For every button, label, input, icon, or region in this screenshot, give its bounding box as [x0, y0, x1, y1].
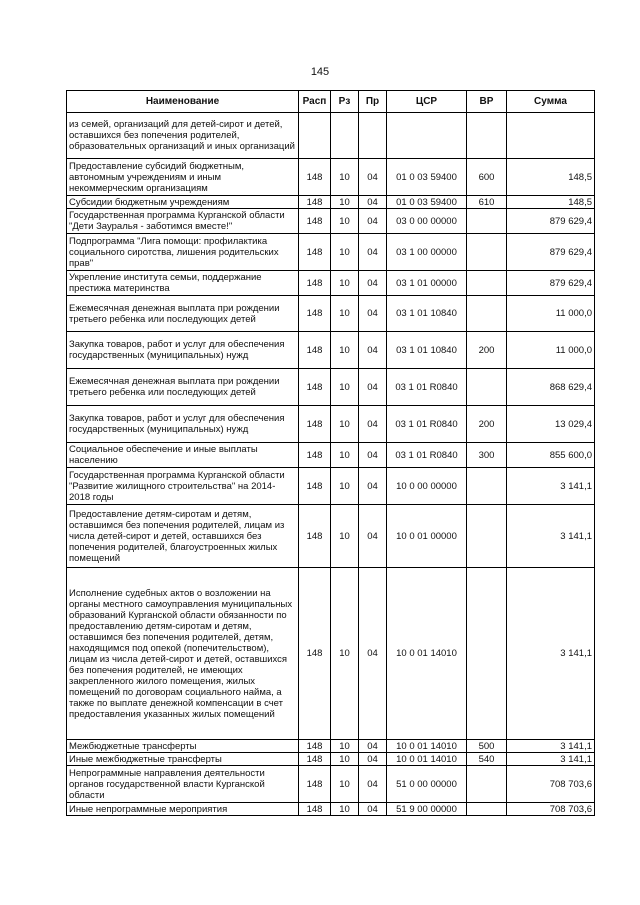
row-rasp: 148	[299, 468, 331, 505]
row-pr: 04	[359, 209, 387, 234]
row-rasp: 148	[299, 803, 331, 816]
row-rasp: 148	[299, 766, 331, 803]
row-sum: 3 141,1	[507, 740, 595, 753]
row-rasp: 148	[299, 234, 331, 271]
row-rz: 10	[331, 505, 359, 568]
row-vr	[467, 113, 507, 159]
table-row	[67, 332, 595, 369]
row-rasp: 148	[299, 159, 331, 196]
header-rasp: Расп	[299, 91, 331, 113]
table-row	[67, 740, 595, 753]
row-name: Закупка товаров, работ и услуг для обеспечения государственных (муниципальных) нужд	[67, 406, 299, 443]
row-pr: 04	[359, 234, 387, 271]
row-vr	[467, 468, 507, 505]
row-csr	[387, 113, 467, 159]
row-vr: 500	[467, 740, 507, 753]
row-rasp: 148	[299, 505, 331, 568]
table-header-row	[67, 91, 595, 113]
row-pr: 04	[359, 196, 387, 209]
row-name: Государственная программа Курганской области "Развитие жилищного строительства" на 2014-2018 годы	[67, 468, 299, 505]
row-pr	[359, 113, 387, 159]
row-vr: 610	[467, 196, 507, 209]
row-vr	[467, 505, 507, 568]
row-name: Иные непрограммные мероприятия	[67, 803, 299, 816]
row-vr	[467, 234, 507, 271]
row-rz: 10	[331, 271, 359, 296]
row-name: Подпрограмма "Лига помощи: профилактика социального сиротства, лишения родительских прав"	[67, 234, 299, 271]
header-rz: Рз	[331, 91, 359, 113]
row-pr: 04	[359, 159, 387, 196]
row-pr: 04	[359, 505, 387, 568]
row-sum: 148,5	[507, 159, 595, 196]
table-row	[67, 468, 595, 505]
row-pr: 04	[359, 369, 387, 406]
row-name: Закупка товаров, работ и услуг для обеспечения государственных (муниципальных) нужд	[67, 332, 299, 369]
row-rz: 10	[331, 568, 359, 740]
row-name: Социальное обеспечение и иные выплаты населению	[67, 443, 299, 468]
row-pr: 04	[359, 753, 387, 766]
row-sum: 13 029,4	[507, 406, 595, 443]
row-csr: 01 0 03 59400	[387, 159, 467, 196]
row-name: Предоставление субсидий бюджетным, автономным учреждениям и иным некоммерческим организациям	[67, 159, 299, 196]
row-csr: 03 1 00 00000	[387, 234, 467, 271]
row-csr: 03 1 01 00000	[387, 271, 467, 296]
row-csr: 10 0 00 00000	[387, 468, 467, 505]
table-row	[67, 196, 595, 209]
row-vr	[467, 766, 507, 803]
row-rasp: 148	[299, 740, 331, 753]
row-sum: 879 629,4	[507, 209, 595, 234]
page-number: 145	[310, 66, 330, 78]
table-row	[67, 443, 595, 468]
table-row	[67, 803, 595, 816]
row-sum: 708 703,6	[507, 766, 595, 803]
row-csr: 10 0 01 00000	[387, 505, 467, 568]
row-name: из семей, организаций для детей-сирот и детей, оставшихся без попечения родителей, образовательных организаций и иных организаций	[67, 113, 299, 159]
row-rz: 10	[331, 468, 359, 505]
row-rasp: 148	[299, 753, 331, 766]
row-sum: 855 600,0	[507, 443, 595, 468]
row-name: Государственная программа Курганской области "Дети Зауралья - заботимся вместе!"	[67, 209, 299, 234]
budget-table	[66, 90, 595, 816]
row-csr: 03 1 01 10840	[387, 296, 467, 332]
table-row	[67, 568, 595, 740]
row-name: Ежемесячная денежная выплата при рождении третьего ребенка или последующих детей	[67, 296, 299, 332]
row-sum: 11 000,0	[507, 332, 595, 369]
row-rasp: 148	[299, 296, 331, 332]
row-vr	[467, 296, 507, 332]
row-csr: 10 0 01 14010	[387, 568, 467, 740]
row-sum: 879 629,4	[507, 234, 595, 271]
row-csr: 51 9 00 00000	[387, 803, 467, 816]
row-pr: 04	[359, 468, 387, 505]
row-name: Непрограммные направления деятельности органов государственной власти Курганской области	[67, 766, 299, 803]
row-vr: 200	[467, 332, 507, 369]
table-row	[67, 209, 595, 234]
row-rasp: 148	[299, 369, 331, 406]
row-csr: 03 1 01 R0840	[387, 443, 467, 468]
row-rz: 10	[331, 209, 359, 234]
row-rz: 10	[331, 406, 359, 443]
header-name: Наименование	[67, 91, 299, 113]
row-rz: 10	[331, 766, 359, 803]
row-name: Иные межбюджетные трансферты	[67, 753, 299, 766]
row-sum: 3 141,1	[507, 505, 595, 568]
table-row	[67, 234, 595, 271]
row-rz: 10	[331, 159, 359, 196]
row-rz: 10	[331, 369, 359, 406]
row-sum: 148,5	[507, 196, 595, 209]
table-row	[67, 113, 595, 159]
row-sum: 3 141,1	[507, 753, 595, 766]
row-rasp: 148	[299, 209, 331, 234]
row-pr: 04	[359, 296, 387, 332]
row-rz: 10	[331, 443, 359, 468]
row-vr: 540	[467, 753, 507, 766]
row-pr: 04	[359, 740, 387, 753]
row-pr: 04	[359, 406, 387, 443]
row-csr: 03 1 01 R0840	[387, 406, 467, 443]
row-rasp: 148	[299, 568, 331, 740]
row-pr: 04	[359, 332, 387, 369]
row-vr	[467, 271, 507, 296]
row-rz: 10	[331, 296, 359, 332]
row-vr: 200	[467, 406, 507, 443]
row-rz	[331, 113, 359, 159]
table-row	[67, 505, 595, 568]
row-csr: 10 0 01 14010	[387, 753, 467, 766]
row-rasp: 148	[299, 443, 331, 468]
row-pr: 04	[359, 568, 387, 740]
row-vr: 600	[467, 159, 507, 196]
row-rasp: 148	[299, 406, 331, 443]
row-vr: 300	[467, 443, 507, 468]
table-row	[67, 766, 595, 803]
row-pr: 04	[359, 271, 387, 296]
row-name: Предоставление детям-сиротам и детям, оставшимся без попечения родителей, лицам из числа детей-сирот и детей, оставшихся без попечения родителей, благоустроенных жилых помещений	[67, 505, 299, 568]
table-row	[67, 369, 595, 406]
row-csr: 51 0 00 00000	[387, 766, 467, 803]
row-vr	[467, 568, 507, 740]
row-sum: 3 141,1	[507, 468, 595, 505]
row-sum: 708 703,6	[507, 803, 595, 816]
row-sum	[507, 113, 595, 159]
row-rz: 10	[331, 234, 359, 271]
row-rz: 10	[331, 753, 359, 766]
table-row	[67, 296, 595, 332]
row-name: Укрепление института семьи, поддержание престижа материнства	[67, 271, 299, 296]
row-rasp: 148	[299, 271, 331, 296]
row-csr: 03 0 00 00000	[387, 209, 467, 234]
row-rasp: 148	[299, 332, 331, 369]
table-row	[67, 271, 595, 296]
row-pr: 04	[359, 803, 387, 816]
row-name: Субсидии бюджетным учреждениям	[67, 196, 299, 209]
row-pr: 04	[359, 443, 387, 468]
row-rz: 10	[331, 196, 359, 209]
row-rz: 10	[331, 740, 359, 753]
header-pr: Пр	[359, 91, 387, 113]
row-csr: 03 1 01 10840	[387, 332, 467, 369]
header-csr: ЦСР	[387, 91, 467, 113]
header-vr: ВР	[467, 91, 507, 113]
row-vr	[467, 369, 507, 406]
row-vr	[467, 803, 507, 816]
row-rasp	[299, 113, 331, 159]
table-row	[67, 159, 595, 196]
row-vr	[467, 209, 507, 234]
row-name: Исполнение судебных актов о возложении на органы местного самоуправления муниципальных образований Курганской области обязанности по предоставлению детям-сиротам и детям, оставшимся без попечения родителей, детям, находящимся под опекой (попечительством), лицам из числа детей-сирот и детей, оставшихся без попечения родителей, не имеющих закрепленного жилого помещения, жилых помещений по договорам социального найма, а также по выплате денежной компенсации в счет предоставления указанных жилых помещений	[67, 568, 299, 740]
row-rz: 10	[331, 332, 359, 369]
table-row	[67, 406, 595, 443]
row-csr: 01 0 03 59400	[387, 196, 467, 209]
row-sum: 11 000,0	[507, 296, 595, 332]
header-sum: Сумма	[507, 91, 595, 113]
row-csr: 03 1 01 R0840	[387, 369, 467, 406]
row-csr: 10 0 01 14010	[387, 740, 467, 753]
row-name: Межбюджетные трансферты	[67, 740, 299, 753]
table-row	[67, 753, 595, 766]
row-pr: 04	[359, 766, 387, 803]
row-sum: 868 629,4	[507, 369, 595, 406]
row-sum: 3 141,1	[507, 568, 595, 740]
row-rz: 10	[331, 803, 359, 816]
row-sum: 879 629,4	[507, 271, 595, 296]
row-name: Ежемесячная денежная выплата при рождении третьего ребенка или последующих детей	[67, 369, 299, 406]
row-rasp: 148	[299, 196, 331, 209]
